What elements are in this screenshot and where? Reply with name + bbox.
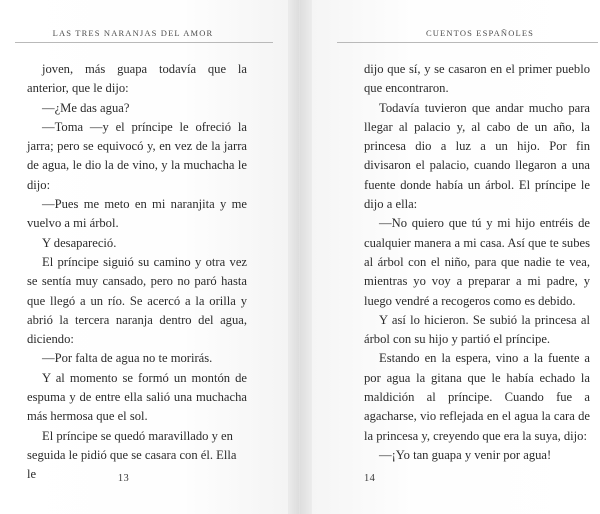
right-page	[300, 0, 600, 514]
left-page-body	[27, 60, 247, 485]
right-page-body	[364, 60, 590, 465]
paragraph: Y al momento se formó un montón de espuma y de entre ella salió una muchacha más hermosa que el sol.	[27, 370, 247, 424]
right-running-head: CUENTOS ESPAÑOLES	[425, 28, 535, 38]
paragraph: Estando en la espera, vino a la fuente a por agua la gitana que le había echado la maldición al príncipe. Cuando fue a agacharse, vio reflejada en el agua la cara de la princesa y, creyendo que era la suya, dijo:	[364, 351, 590, 443]
paragraph: —¿Me das agua?	[42, 100, 130, 115]
left-folio: 13	[117, 473, 130, 484]
spine-line	[299, 0, 300, 514]
paragraph: Y desapareció.	[42, 235, 117, 250]
right-folio: 14	[364, 473, 376, 484]
paragraph: joven, más guapa todavía que la anterior, que le dijo:	[27, 62, 247, 96]
left-running-head: LAS TRES NARANJAS DEL AMOR	[52, 28, 214, 38]
paragraph: El príncipe se quedó maravillado y en seguida le pidió que se casara con él. Ella le	[27, 428, 237, 482]
left-header-rule	[15, 42, 273, 43]
right-header-rule	[337, 42, 598, 43]
paragraph: —No quiero que tú y mi hijo entréis de cualquier manera a mi casa. Así que te subes al árbol con el niño, para que nadie te vea, mientras yo voy a preparar a mi padre, y luego vendré a recogeros como es debido.	[364, 216, 590, 308]
paragraph: El príncipe siguió su camino y otra vez se sentía muy cansado, pero no paró hasta que llegó a un río. Se acercó a la orilla y abrió la tercera naranja dentro del agua, diciendo:	[27, 254, 247, 347]
paragraph: —Toma —y el príncipe le ofreció la jarra; pero se equivocó y, en vez de la jarra de agua, le dio la de vino, y la muchacha le dijo:	[27, 119, 247, 192]
paragraph: dijo que sí, y se casaron en el primer pueblo que encontraron.	[364, 62, 590, 96]
paragraph: Y así lo hicieron. Se subió la princesa al árbol con su hijo y partió el príncipe.	[364, 312, 590, 347]
paragraph: Todavía tuvieron que andar mucho para llegar al palacio y, al cabo de un año, la princesa dio a luz a un hijo. Por fin divisaron el palacio, cuando llegaron a una fuente donde había un árbol. El príncipe le dijo a ella:	[364, 100, 590, 212]
paragraph: —Pues me meto en mi naranjita y me vuelvo a mi árbol.	[27, 197, 247, 231]
paragraph: —¡Yo tan guapa y venir por agua!	[379, 447, 552, 462]
paragraph: —Por falta de agua no te morirás.	[42, 351, 213, 366]
